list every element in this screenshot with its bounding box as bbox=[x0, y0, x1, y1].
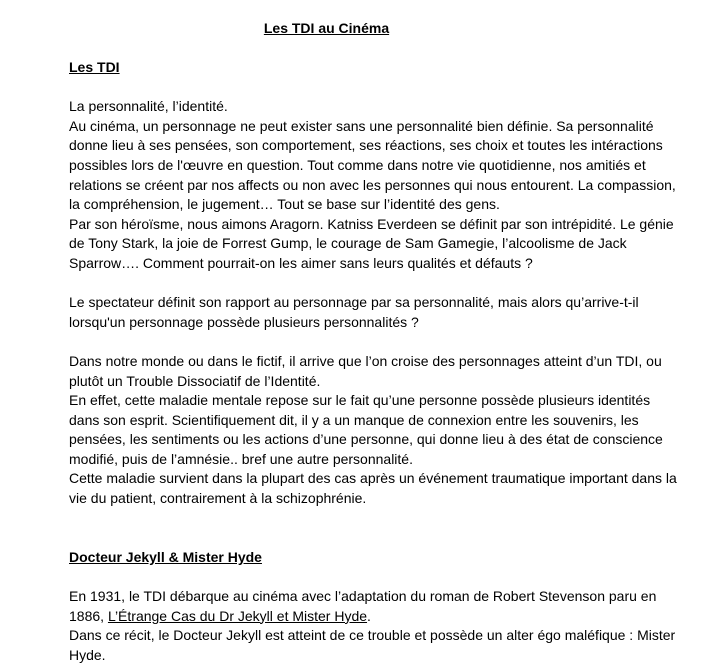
spacer bbox=[69, 509, 679, 548]
paragraph-personnalite: La personnalité, l’identité. Au cinéma, un personnage ne peut exister sans une personnalité bien définie. Sa personnalité donne lieu à ses pensées, son comportement, ses réactions, ses choix et toutes les intéractions possibles lors de l'œuvre en question. Tout comme dans notre vie quotidienne, nos amitiés et relations se créent par nos affects ou non avec les personnes qui nous entourent. La compassion, la compréhension, le jugement… Tout se base sur l’identité des gens. Par son héroïsme, nous aimons Aragorn. Katniss Everdeen se définit par son intrépidité. Le génie de Tony Stark, la joie de Forrest Gump, le courage de Sam Gamegie, l’alcoolisme de Jack Sparrow…. Comment pourrait-on les aimer sans leurs qualités et défauts ? bbox=[69, 98, 676, 271]
spacer bbox=[69, 567, 679, 587]
paragraph-jekyll-alter-ego: Dans ce récit, le Docteur Jekyll est atteint de ce trouble et possède un alter égo maléfique : Mister Hyde. bbox=[69, 627, 680, 663]
book-title-link[interactable]: L’Étrange Cas du Dr Jekyll et Mister Hyde bbox=[107, 607, 368, 624]
spacer bbox=[69, 78, 679, 98]
paragraph-jekyll-intro-text: En 1931, le TDI débarque au cinéma avec l’adaptation du roman de Robert Stevenson paru en 1886, bbox=[69, 588, 661, 624]
paragraph-jekyll-intro-end: . bbox=[367, 607, 371, 624]
spacer bbox=[69, 274, 679, 294]
section-heading-jekyll-hyde: Docteur Jekyll & Mister Hyde bbox=[69, 548, 262, 565]
paragraph-jekyll-intro bbox=[69, 587, 679, 626]
paragraph-spectateur: Le spectateur définit son rapport au personnage par sa personnalité, mais alors qu’arrive-t-il lorsqu'un personnage possède plusieurs personnalités ? bbox=[69, 294, 643, 330]
spacer bbox=[69, 332, 679, 352]
paragraph-tdi-definition: Dans notre monde ou dans le fictif, il arrive que l’on croise des personnages atteint d’un TDI, ou plutôt un Trouble Dissociatif de l’Identité. En effet, cette maladie mentale repose sur le fait qu’une personne possède plusieurs identités dans son esprit. Scientifiquement dit, il y a un manque de connexion entre les souvenirs, les pensées, les sentiments ou les actions d’une personne, qui donne lieu à des état de conscience modifié, puis de l’amnésie.. bref une autre personnalité. Cette maladie survient dans la plupart des cas après un événement traumatique important dans la vie du patient, contrairement à la schizophrénie. bbox=[69, 352, 677, 507]
document-title: Les TDI au Cinéma bbox=[263, 20, 390, 36]
document-body bbox=[69, 58, 679, 665]
section-heading-les-tdi: Les TDI bbox=[69, 59, 120, 75]
